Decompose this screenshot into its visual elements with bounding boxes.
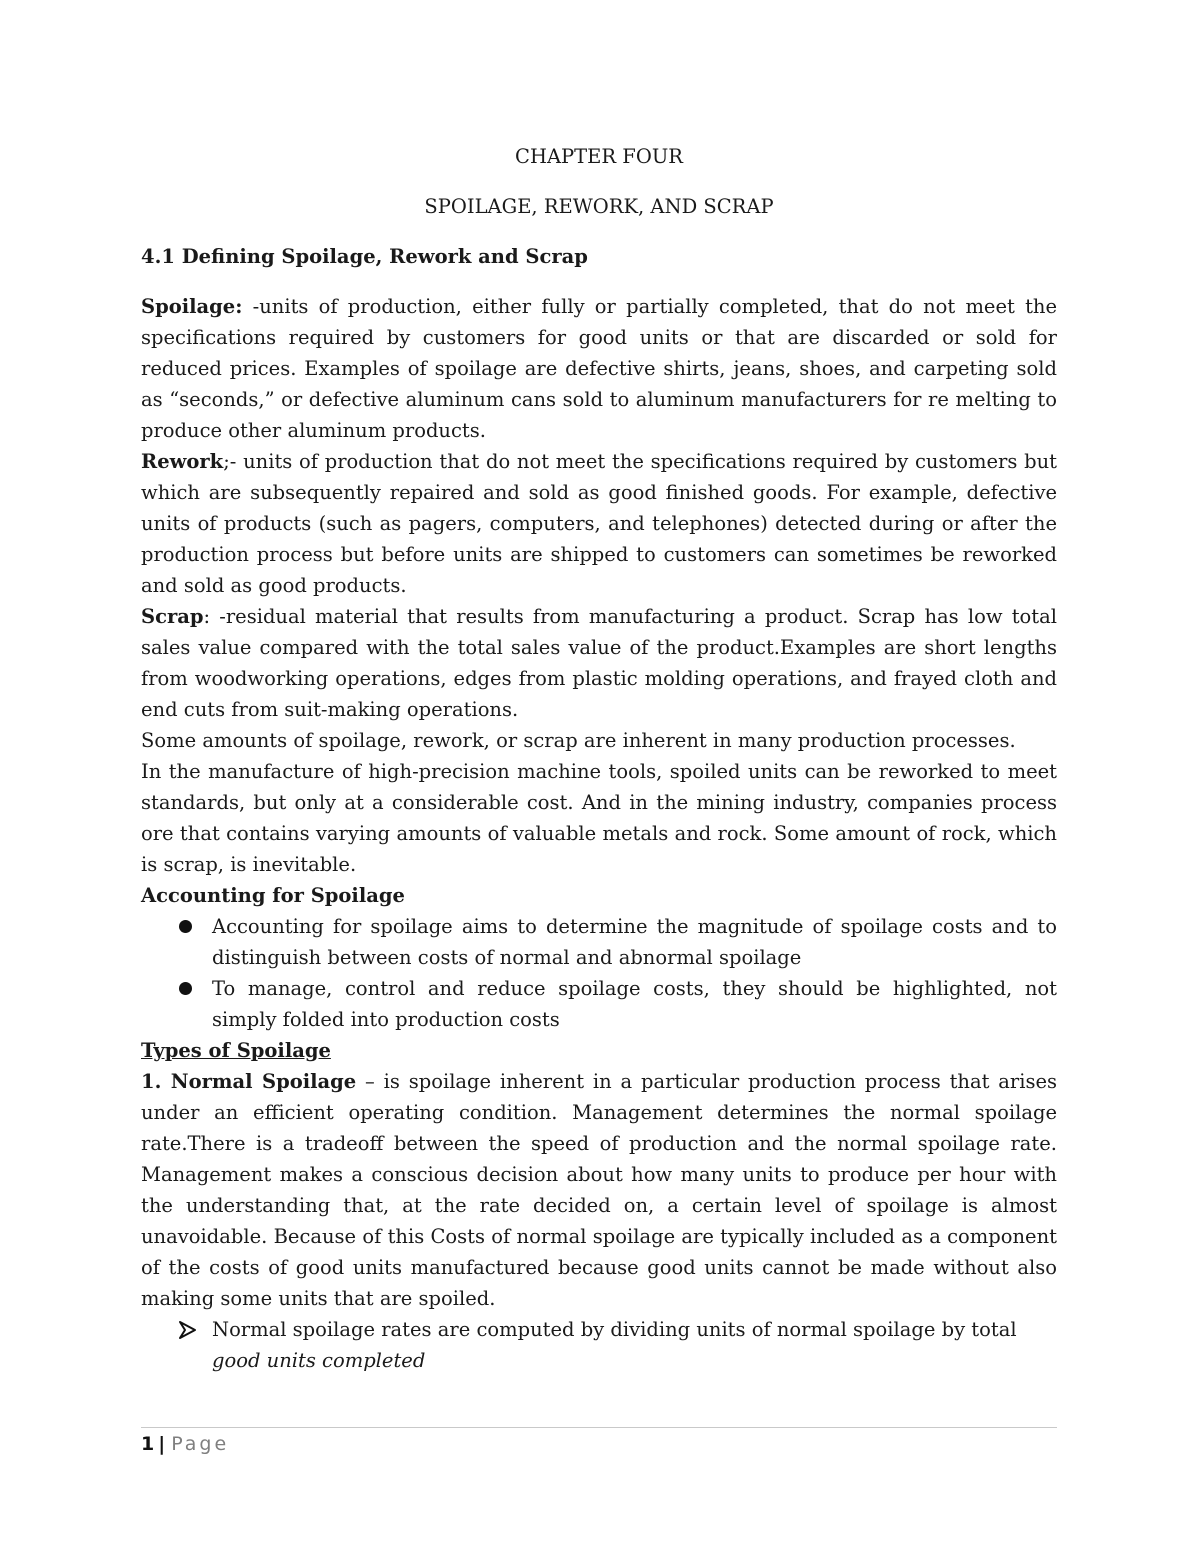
bullet-text: To manage, control and reduce spoilage costs, they should be highlighted, not simply folded into production costs bbox=[212, 977, 1057, 1031]
arrow-bullet-list bbox=[141, 1314, 1057, 1376]
page-number: 1 bbox=[141, 1433, 155, 1455]
list-item bbox=[141, 911, 1057, 973]
rework-text: ;- units of production that do not meet the specifications required by customers but which are subsequently repaired and sold as good finished goods. For example, defective units of products (such as pagers, computers, and telephones) detected during or after the production process but before units are shipped to customers can sometimes be reworked and sold as good products. bbox=[141, 450, 1057, 597]
scrap-text: : -residual material that results from manufacturing a product. Scrap has low total sales value compared with the total sales value of the product.Examples are short lengths from woodworking operations, edges from plastic molding operations, and frayed cloth and end cuts from suit-making operations. bbox=[141, 605, 1057, 721]
accounting-heading bbox=[141, 880, 1057, 911]
rework-term: Rework bbox=[141, 450, 224, 473]
arrowhead-bullet-icon bbox=[177, 1320, 197, 1340]
normal-spoilage-text: – is spoilage inherent in a particular production process that arises under an efficient operating condition. Management determines the normal spoilage rate.There is a tradeoff between the speed of production and the normal spoilage rate. Management makes a conscious decision about how many units to produce per hour with the understanding that, at the rate decided on, a certain level of spoilage is almost unavoidable. Because of this Costs of normal spoilage are typically included as a component of the costs of good units manufactured because good units cannot be made without also making some units that are spoiled. bbox=[141, 1070, 1057, 1310]
chapter-title: SPOILAGE, REWORK, AND SCRAP bbox=[424, 195, 774, 218]
footer-separator: | bbox=[158, 1433, 166, 1455]
normal-spoilage-term: 1. Normal Spoilage bbox=[141, 1070, 357, 1093]
arrow-item-text: Normal spoilage rates are computed by dividing units of normal spoilage by total bbox=[212, 1318, 1017, 1341]
normal-spoilage-paragraph bbox=[141, 1066, 1057, 1314]
list-item bbox=[141, 1314, 1057, 1376]
spoilage-term: Spoilage: bbox=[141, 295, 243, 318]
footer-divider bbox=[141, 1427, 1057, 1428]
accounting-heading-text: Accounting for Spoilage bbox=[141, 884, 405, 907]
types-heading-text: Types of Spoilage bbox=[141, 1039, 331, 1062]
manufacture-paragraph: In the manufacture of high-precision machine tools, spoiled units can be reworked to meet standards, but only at a considerable cost. And in the mining industry, companies process ore that contains varying amounts of valuable metals and rock. Some amount of rock, which is scrap, is inevitable. bbox=[141, 760, 1057, 876]
section-heading: 4.1 Defining Spoilage, Rework and Scrap bbox=[141, 245, 588, 268]
spoilage-text: -units of production, either fully or partially completed, that do not meet the specifications required by customers for good units or that are discarded or sold for reduced prices. Examples of spoilage are defective shirts, jeans, shoes, and carpeting sold as “seconds,” or defective aluminum cans sold to aluminum manufacturers for re melting to produce other aluminum products. bbox=[141, 295, 1057, 442]
scrap-definition bbox=[141, 601, 1057, 725]
chapter-label: CHAPTER FOUR bbox=[515, 145, 683, 168]
scrap-term: Scrap bbox=[141, 605, 204, 628]
spoilage-definition bbox=[141, 291, 1057, 446]
bullet-text: Accounting for spoilage aims to determine the magnitude of spoilage costs and to distinguish between costs of normal and abnormal spoilage bbox=[212, 915, 1057, 969]
filled-circle-bullet-icon bbox=[179, 982, 192, 995]
list-item bbox=[141, 973, 1057, 1035]
page-footer bbox=[141, 1433, 229, 1455]
types-heading bbox=[141, 1035, 1057, 1066]
filled-circle-bullet-icon bbox=[179, 920, 192, 933]
page-body bbox=[141, 141, 1057, 1376]
rework-definition bbox=[141, 446, 1057, 601]
arrow-item-italic: good units completed bbox=[212, 1349, 426, 1372]
accounting-bullet-list bbox=[141, 911, 1057, 1035]
page-label: Page bbox=[171, 1433, 230, 1455]
inherent-paragraph: Some amounts of spoilage, rework, or scrap are inherent in many production processes. bbox=[141, 729, 1016, 752]
